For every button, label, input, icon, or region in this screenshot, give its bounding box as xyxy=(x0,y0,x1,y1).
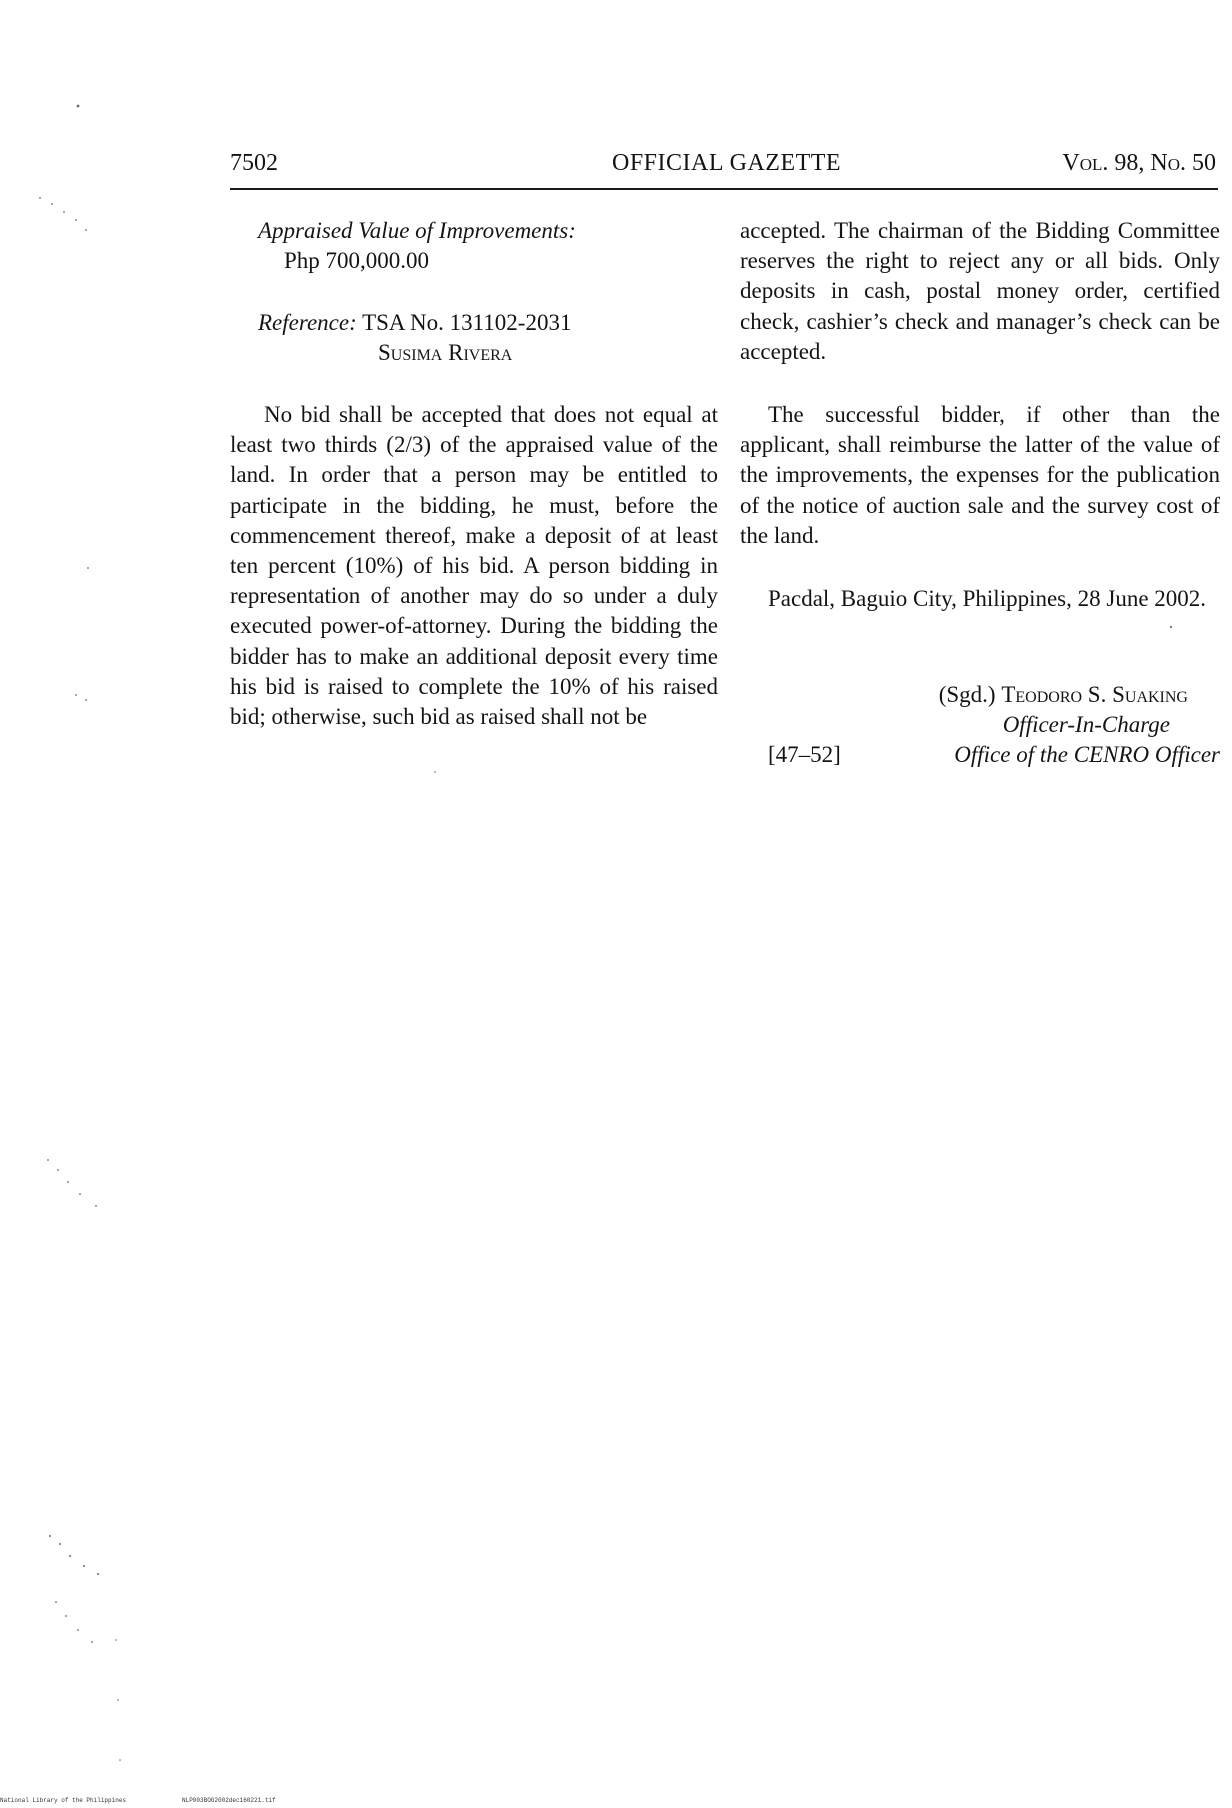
volume-number: Vol. 98, No. 50 xyxy=(1062,150,1216,176)
header-rule xyxy=(230,188,1218,190)
signature-block xyxy=(740,680,1220,780)
page-header xyxy=(230,150,1218,180)
issue-code: [47–52] xyxy=(768,742,841,767)
scan-filename: NLP003BOG2002dec160221.tif xyxy=(182,1797,276,1804)
appraised-value-label: Appraised Value of Improvements: xyxy=(258,218,576,243)
reference-value: TSA No. 131102-2031 xyxy=(362,310,572,335)
reimbursement-paragraph: The successful bidder, if other than the applicant, shall reimburse the latter of the value of the improvements, the expenses for the publication of the notice of auction sale and the survey cost of the land. xyxy=(740,402,1220,548)
bid-rules-paragraph: No bid shall be accepted that does not equal at least two thirds (2/3) of the appraised value of the land. In order that a person may be entitled to participate in the bidding, he must, before the commencement thereof, make a deposit of at least ten percent (10%) of his bid. A person bidding in representation of another may do so under a duly executed power-of-attorney. During the bidding the bidder has to make an additional deposit every time his bid is raised to complete the 10% of his raised bid; otherwise, such bid as raised shall not be xyxy=(230,402,718,730)
bids-paragraph: accepted. The chairman of the Bidding Committee reserves the right to reject any or all bids. Only deposits in cash, postal money order, certified check, cashier’s check and manager’s check can be accepted. xyxy=(740,218,1220,364)
library-credit: National Library of the Philippines xyxy=(0,1797,127,1804)
publication-title: OFFICIAL GAZETTE xyxy=(612,150,842,176)
signatory-title: Officer-In-Charge xyxy=(1002,712,1170,737)
applicant-name: Susima Rivera xyxy=(378,340,513,365)
signatory-line xyxy=(939,680,1188,710)
appraised-value: Php 700,000.00 xyxy=(284,248,430,273)
reference-label: Reference: xyxy=(258,310,357,335)
signatory-office: Office of the CENRO Officer xyxy=(954,742,1220,767)
place-date-paragraph: Pacdal, Baguio City, Philippines, 28 June 2002. xyxy=(768,586,1207,611)
signed-prefix: (Sgd.) xyxy=(938,682,996,707)
reference-line xyxy=(258,308,571,338)
page-number: 7502 xyxy=(230,150,278,176)
signatory-name: Teodoro S. Suaking xyxy=(1001,682,1188,707)
